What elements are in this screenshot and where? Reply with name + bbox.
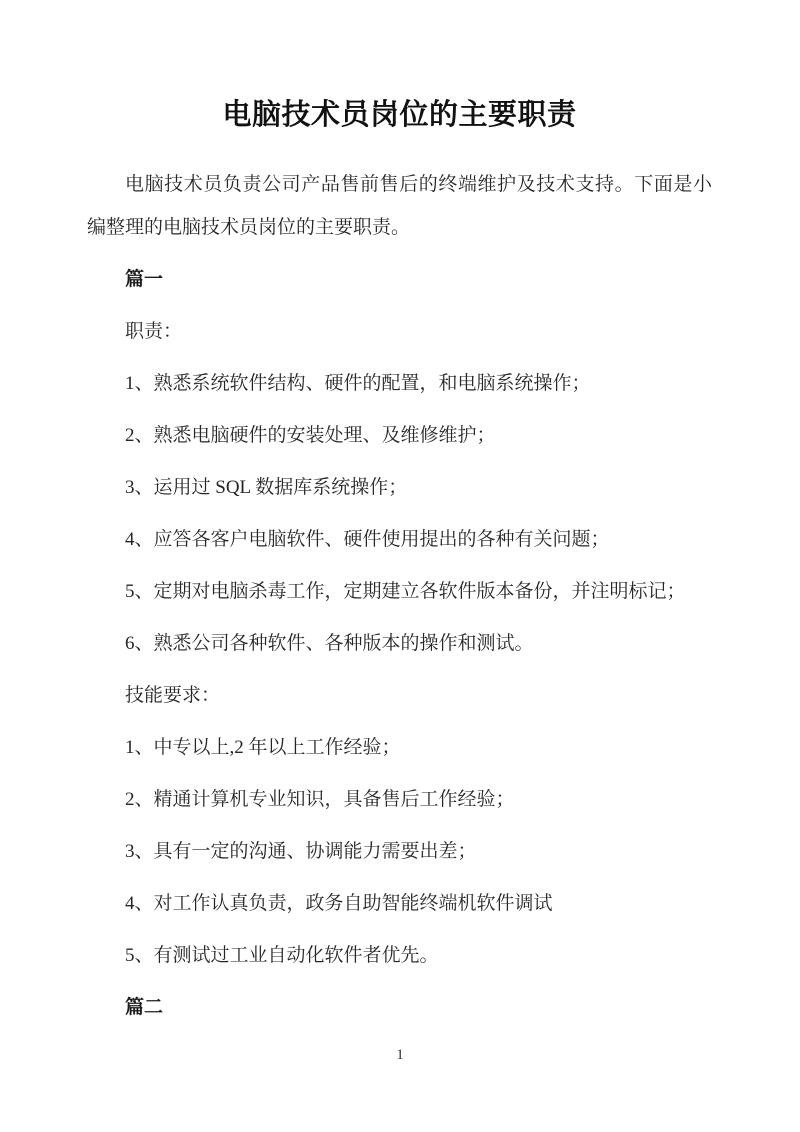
page-number: 1 <box>396 1047 404 1063</box>
skill-item-5: 5、有测试过工业自动化软件者优先。 <box>125 945 439 966</box>
duty-item-5: 5、定期对电脑杀毒工作，定期建立各软件版本备份，并注明标记； <box>125 581 686 602</box>
duty-item-1: 1、熟悉系统软件结构、硬件的配置，和电脑系统操作； <box>125 373 591 394</box>
skill-item-1: 1、中专以上,2 年以上工作经验； <box>125 737 401 758</box>
duty-item-3: 3、运用过 SQL 数据库系统操作； <box>125 477 408 498</box>
duty-item-2: 2、熟悉电脑硬件的安装处理、及维修维护； <box>125 425 496 446</box>
section-two-heading: 篇二 <box>125 996 164 1018</box>
skill-item-3: 3、具有一定的沟通、协调能力需要出差； <box>125 841 477 862</box>
skill-item-4: 4、对工作认真负责，政务自助智能终端机软件调试 <box>125 893 553 914</box>
duties-label: 职责： <box>125 321 183 342</box>
section-one-heading: 篇一 <box>125 268 164 290</box>
skills-label: 技能要求： <box>125 685 221 706</box>
document-title: 电脑技术员岗位的主要职责 <box>222 97 577 131</box>
skill-item-2: 2、精通计算机专业知识，具备售后工作经验； <box>125 789 515 810</box>
intro-paragraph: 电脑技术员负责公司产品售前售后的终端维护及技术支持。下面是小编整理的电脑技术员岗位的主要职责。 <box>87 174 712 238</box>
duty-item-4: 4、应答各客户电脑软件、硬件使用提出的各种有关问题； <box>125 529 610 550</box>
duty-item-6: 6、熟悉公司各种软件、各种版本的操作和测试。 <box>125 633 534 654</box>
